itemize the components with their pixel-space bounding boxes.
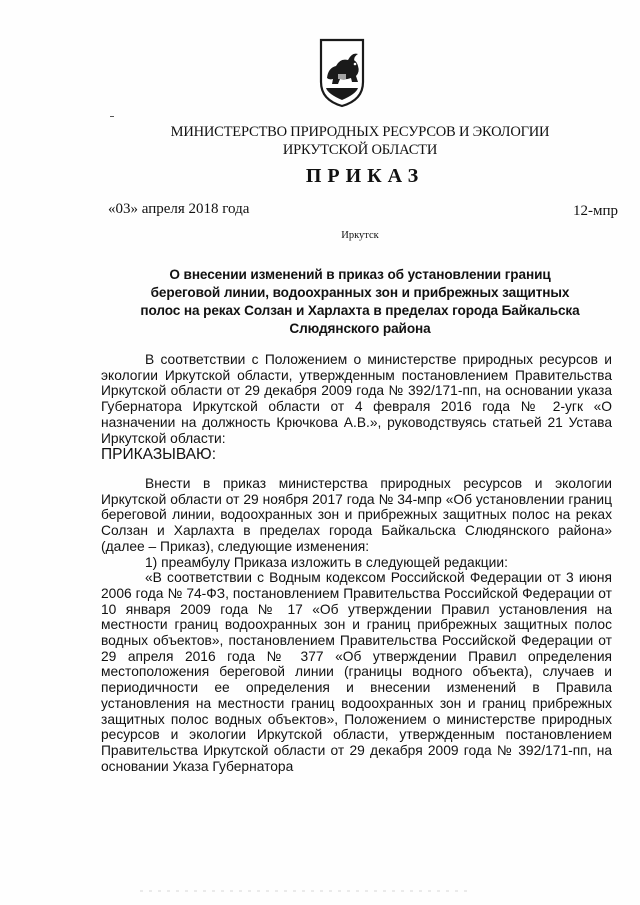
item-intro-paragraph: Внести в приказ министерства природных ресурсов и экологии Иркутской области от 29 ноября 2017 года № 34-мпр «Об установлении границ береговой линии, водоохранных зон и прибрежных защитных полос на реках Солзан и Харлахта в пределах города Байкальска Слюдянского района» (далее – Приказ), следующие изменения:	[101, 476, 612, 554]
scan-mark	[110, 116, 114, 117]
ministry-name-line-2: ИРКУТСКОЙ ОБЛАСТИ	[282, 142, 438, 158]
irkutsk-coat-of-arms-icon	[318, 38, 366, 108]
preamble-block	[101, 352, 612, 463]
preamble-paragraph: В соответствии с Положением о министерстве природных ресурсов и экологии Иркутской области, утвержденным постановлением Правительства Иркутской области от 29 декабря 2009 года № 392/171-пп, на основании указа Губернатора Иркутской области от 4 февраля 2016 года № 2-угк «О назначении на должность Крючкова А.В.», руководствуясь статьей 21 Устава Иркутской области:	[101, 352, 612, 446]
scan-artifact	[140, 888, 470, 894]
order-word: ПРИКАЗЫВАЮ:	[101, 446, 217, 464]
item-1-paragraph: 1) преамбулу Приказа изложить в следующей редакции:	[145, 554, 508, 570]
order-items-block	[101, 476, 612, 774]
order-title-line-2: береговой линии, водоохранных зон и прибрежных защитных	[150, 285, 570, 300]
document-type-heading: ПРИКАЗ	[305, 165, 425, 187]
quoted-preamble-paragraph: «В соответствии с Водным кодексом Российской Федерации от 3 июня 2006 года № 74-ФЗ, постановлением Правительства Российской Федерации от 10 января 2009 года № 17 «Об утверждении Правил установления на местности границ водоохранных зон и границ прибрежных защитных полос водных объектов», постановлением Правительства Российской Федерации от 29 апреля 2016 года № 377 «Об утверждении Правил определения местоположения береговой линии (границы водного объекта), случаев и периодичности ее определения и внесении изменений в Правила установления на местности границ водоохранных зон и границ прибрежных защитных полос водных объектов», Положением о министерстве природных ресурсов и экологии Иркутской области, утвержденным постановлением Правительства Иркутской области от 29 декабря 2009 года № 392/171-пп, на основании Указа Губернатора	[101, 570, 612, 774]
order-city: Иркутск	[341, 230, 379, 241]
order-title-line-3: полос на реках Солзан и Харлахта в пределах города Байкальска	[140, 303, 580, 318]
order-date: «03» апреля 2018 года	[108, 201, 250, 217]
order-title-line-1: О внесении изменений в приказ об установлении границ	[169, 267, 551, 282]
ministry-name-line-1: МИНИСТЕРСТВО ПРИРОДНЫХ РЕСУРСОВ И ЭКОЛОГИИ	[170, 124, 550, 140]
order-number: 12-мпр	[572, 203, 618, 219]
order-title-line-4: Слюдянского района	[289, 321, 431, 336]
